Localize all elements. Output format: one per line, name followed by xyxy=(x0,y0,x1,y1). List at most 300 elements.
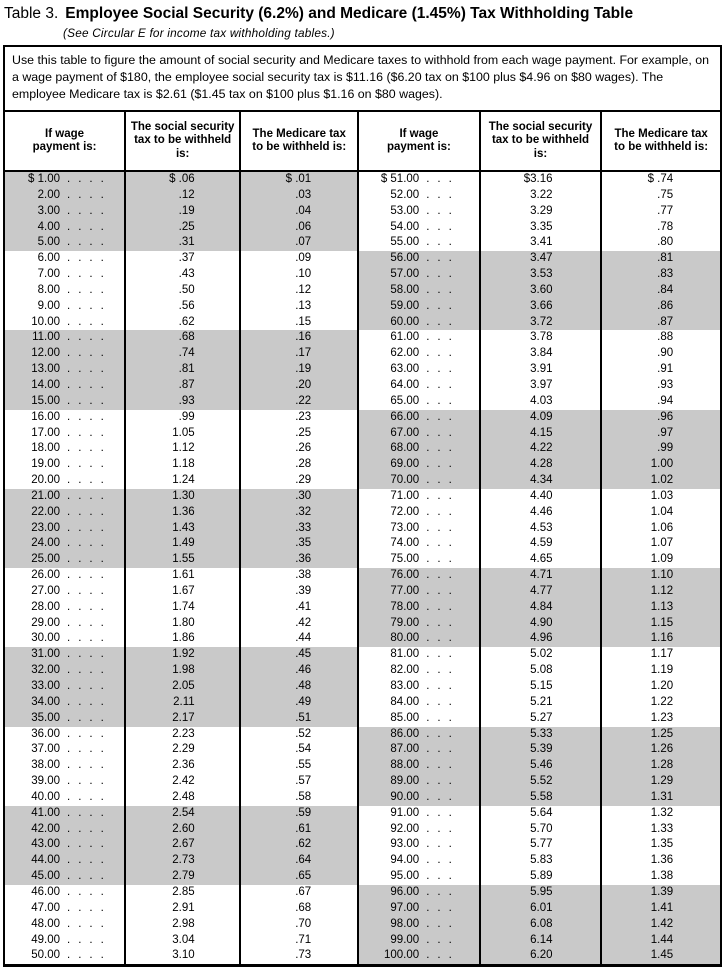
wage-value: 27.00 xyxy=(31,584,60,597)
wage-value: 22.00 xyxy=(31,505,60,518)
wage-value: 40.00 xyxy=(31,790,60,803)
ss-tax-cell-right xyxy=(480,631,602,647)
wage-cell-right xyxy=(358,711,480,727)
ss-tax-value: 6.14 xyxy=(530,933,553,946)
wage-cell-right xyxy=(358,869,480,885)
medicare-tax-value: .62 xyxy=(295,838,312,851)
wage-cell-left xyxy=(5,235,125,251)
ss-tax-value: 4.59 xyxy=(530,537,553,550)
dot-leader: ... xyxy=(426,252,460,265)
ss-tax-cell-right xyxy=(480,204,602,220)
dot-leader: ... xyxy=(426,822,460,835)
table-subtitle: (See Circular E for income tax withholding tables.) xyxy=(63,26,335,40)
ss-tax-value: 2.67 xyxy=(172,838,195,851)
dot-leader: ... xyxy=(426,220,460,233)
ss-tax-value: 5.27 xyxy=(530,711,553,724)
medicare-tax-cell-left xyxy=(240,346,358,362)
wage-cell-left xyxy=(5,822,125,838)
table-row xyxy=(5,679,720,695)
medicare-tax-cell-left xyxy=(240,362,358,378)
ss-tax-cell-left xyxy=(125,362,240,378)
dot-leader: ... xyxy=(426,426,460,439)
medicare-tax-value: 1.39 xyxy=(650,885,674,898)
ss-tax-value: 1.18 xyxy=(172,458,195,471)
dot-leader: ... xyxy=(426,933,460,946)
medicare-tax-cell-left xyxy=(240,489,358,505)
medicare-tax-value: .58 xyxy=(295,790,312,803)
dot-leader: ... xyxy=(426,521,460,534)
wage-value: 82.00 xyxy=(390,664,420,677)
table-row xyxy=(5,267,720,283)
dot-leader: .... xyxy=(67,347,112,360)
wage-value: 88.00 xyxy=(390,759,420,772)
dot-leader: .... xyxy=(67,632,112,645)
ss-tax-cell-right xyxy=(480,647,602,663)
wage-cell-right xyxy=(358,362,480,378)
ss-tax-cell-right xyxy=(480,536,602,552)
ss-tax-cell-right xyxy=(480,220,602,236)
dot-leader: .... xyxy=(67,933,112,946)
dot-leader: ... xyxy=(426,173,460,185)
wage-cell-right xyxy=(358,679,480,695)
wage-cell-right xyxy=(358,647,480,663)
medicare-tax-value: .91 xyxy=(657,363,674,376)
ss-tax-value: 2.11 xyxy=(173,695,195,708)
wage-cell-left xyxy=(5,869,125,885)
ss-tax-cell-right xyxy=(480,489,602,505)
wage-value: 84.00 xyxy=(390,695,420,708)
dot-leader: ... xyxy=(426,299,460,312)
ss-tax-cell-left xyxy=(125,188,240,204)
medicare-tax-value: .94 xyxy=(657,394,674,407)
ss-tax-value: 5.52 xyxy=(530,775,553,788)
wage-value: 18.00 xyxy=(31,442,60,455)
medicare-tax-value: .17 xyxy=(295,347,312,360)
ss-tax-cell-left xyxy=(125,235,240,251)
table-row xyxy=(5,917,720,933)
ss-tax-cell-right xyxy=(480,901,602,917)
wage-value: 30.00 xyxy=(31,632,60,645)
dot-leader: .... xyxy=(67,537,112,550)
ss-tax-value: 3.60 xyxy=(530,283,553,296)
ss-tax-value: 1.80 xyxy=(172,616,195,629)
dot-leader: .... xyxy=(67,553,112,566)
dot-leader: .... xyxy=(67,711,112,724)
medicare-tax-cell-left xyxy=(240,711,358,727)
dot-leader: .... xyxy=(67,870,112,883)
medicare-tax-value: .78 xyxy=(657,220,674,233)
dot-leader: ... xyxy=(426,711,460,724)
medicare-tax-value: 1.45 xyxy=(650,949,674,962)
tax-withholding-table xyxy=(5,112,720,964)
medicare-tax-value: 1.32 xyxy=(650,806,674,819)
wage-value: 69.00 xyxy=(390,458,420,471)
ss-tax-value: 3.84 xyxy=(530,347,553,360)
medicare-tax-cell-left xyxy=(240,616,358,632)
table-row xyxy=(5,235,720,251)
medicare-tax-cell-right xyxy=(601,489,720,505)
dot-leader: .... xyxy=(67,664,112,677)
wage-cell-left xyxy=(5,473,125,489)
dot-leader: ... xyxy=(426,347,460,360)
medicare-tax-cell-right xyxy=(601,267,720,283)
medicare-tax-cell-right xyxy=(601,727,720,743)
medicare-tax-cell-right xyxy=(601,742,720,758)
dot-leader: ... xyxy=(426,569,460,582)
ss-tax-cell-right xyxy=(480,521,602,537)
ss-tax-value: 4.46 xyxy=(530,505,553,518)
table-row xyxy=(5,742,720,758)
wage-cell-right xyxy=(358,552,480,568)
medicare-tax-value: 1.03 xyxy=(650,489,674,502)
ss-tax-value: 3.97 xyxy=(530,378,553,391)
dot-leader: .... xyxy=(67,759,112,772)
ss-tax-value: 2.91 xyxy=(172,901,195,914)
dot-leader: ... xyxy=(426,584,460,597)
medicare-tax-value: .39 xyxy=(295,584,312,597)
ss-tax-value: .25 xyxy=(178,220,195,233)
wage-cell-left xyxy=(5,711,125,727)
medicare-tax-cell-right xyxy=(601,917,720,933)
wage-value: 70.00 xyxy=(390,474,420,487)
table-row xyxy=(5,616,720,632)
wage-value: 34.00 xyxy=(31,695,60,708)
page-title xyxy=(0,0,725,23)
medicare-tax-value: .75 xyxy=(657,188,674,201)
wage-cell-left xyxy=(5,631,125,647)
ss-tax-cell-right xyxy=(480,806,602,822)
medicare-tax-value: .71 xyxy=(295,933,312,946)
dot-leader: ... xyxy=(426,363,460,376)
ss-tax-cell-left xyxy=(125,837,240,853)
medicare-tax-cell-left xyxy=(240,536,358,552)
medicare-tax-value: .15 xyxy=(295,315,312,328)
medicare-tax-value: .25 xyxy=(295,426,312,439)
wage-value: 58.00 xyxy=(390,283,420,296)
medicare-tax-value: .07 xyxy=(295,236,312,249)
ss-tax-value: 1.36 xyxy=(172,505,195,518)
column-header-ss-left: The social security tax to be withheld is: xyxy=(125,112,240,171)
medicare-tax-cell-right xyxy=(601,679,720,695)
wage-cell-right xyxy=(358,742,480,758)
medicare-tax-cell-right xyxy=(601,362,720,378)
medicare-tax-cell-right xyxy=(601,299,720,315)
ss-tax-cell-right xyxy=(480,837,602,853)
ss-tax-value: 4.22 xyxy=(530,442,553,455)
medicare-tax-cell-left xyxy=(240,410,358,426)
wage-cell-right xyxy=(358,346,480,362)
medicare-tax-cell-left xyxy=(240,267,358,283)
wage-value: 15.00 xyxy=(31,394,60,407)
medicare-tax-cell-right xyxy=(601,631,720,647)
medicare-tax-value: 1.41 xyxy=(650,901,674,914)
medicare-tax-value: .52 xyxy=(295,727,312,740)
wage-value: 77.00 xyxy=(390,584,420,597)
ss-tax-value: 6.20 xyxy=(530,949,553,962)
wage-value: 83.00 xyxy=(390,680,420,692)
medicare-tax-value: .28 xyxy=(295,458,312,471)
medicare-tax-value: .44 xyxy=(295,632,312,645)
medicare-tax-cell-right xyxy=(601,568,720,584)
dot-leader: ... xyxy=(426,727,460,740)
ss-tax-value: .74 xyxy=(178,347,195,360)
ss-tax-value: .50 xyxy=(178,283,195,296)
medicare-tax-cell-left xyxy=(240,251,358,267)
wage-value: 52.00 xyxy=(390,188,420,201)
medicare-tax-value: .32 xyxy=(295,505,312,518)
medicare-tax-cell-left xyxy=(240,521,358,537)
wage-cell-left xyxy=(5,267,125,283)
ss-tax-cell-right xyxy=(480,600,602,616)
dot-leader: ... xyxy=(426,283,460,296)
medicare-tax-value: 1.04 xyxy=(650,505,674,518)
wage-value: 6.00 xyxy=(37,252,60,265)
ss-tax-cell-left xyxy=(125,378,240,394)
medicare-tax-cell-left xyxy=(240,457,358,473)
wage-value: 13.00 xyxy=(31,363,60,376)
table-row xyxy=(5,394,720,410)
wage-value: 65.00 xyxy=(390,394,420,407)
ss-tax-cell-right xyxy=(480,853,602,869)
wage-value: 37.00 xyxy=(31,743,60,756)
medicare-tax-cell-left xyxy=(240,235,358,251)
medicare-tax-value: .90 xyxy=(657,347,674,360)
table-row xyxy=(5,727,720,743)
wage-value: 100.00 xyxy=(384,949,420,962)
wage-value: 8.00 xyxy=(37,283,60,296)
medicare-tax-cell-right xyxy=(601,330,720,346)
wage-value: 57.00 xyxy=(390,268,420,281)
wage-value: 85.00 xyxy=(390,711,420,724)
wage-cell-left xyxy=(5,837,125,853)
ss-tax-cell-right xyxy=(480,346,602,362)
ss-tax-value: 4.90 xyxy=(530,616,553,629)
ss-tax-value: .31 xyxy=(178,236,195,249)
ss-tax-value: 3.29 xyxy=(530,204,553,217)
wage-cell-left xyxy=(5,885,125,901)
wage-cell-right xyxy=(358,758,480,774)
wage-cell-left xyxy=(5,568,125,584)
ss-tax-value: 5.21 xyxy=(530,695,553,708)
ss-tax-cell-right xyxy=(480,251,602,267)
wage-value: 91.00 xyxy=(390,806,420,819)
wage-cell-left xyxy=(5,188,125,204)
ss-tax-value: 1.61 xyxy=(172,569,195,582)
medicare-tax-cell-right xyxy=(601,204,720,220)
ss-tax-cell-right xyxy=(480,758,602,774)
wage-cell-left xyxy=(5,220,125,236)
dot-leader: .... xyxy=(67,315,112,328)
ss-tax-cell-left xyxy=(125,742,240,758)
wage-cell-left xyxy=(5,171,125,188)
dot-leader: .... xyxy=(67,474,112,487)
dot-leader: .... xyxy=(67,331,112,344)
wage-cell-left xyxy=(5,663,125,679)
medicare-tax-cell-right xyxy=(601,584,720,600)
ss-tax-cell-left xyxy=(125,426,240,442)
medicare-tax-cell-right xyxy=(601,790,720,806)
dot-leader: .... xyxy=(67,410,112,423)
wage-value: 94.00 xyxy=(390,854,420,867)
wage-value: 47.00 xyxy=(31,901,60,914)
wage-cell-left xyxy=(5,774,125,790)
wage-cell-left xyxy=(5,853,125,869)
ss-tax-cell-left xyxy=(125,917,240,933)
wage-value: 93.00 xyxy=(390,838,420,851)
dot-leader: ... xyxy=(426,949,460,962)
ss-tax-value: 4.96 xyxy=(530,632,553,645)
dot-leader: .... xyxy=(67,252,112,265)
wage-cell-left xyxy=(5,426,125,442)
ss-tax-cell-right xyxy=(480,948,602,964)
medicare-tax-cell-left xyxy=(240,790,358,806)
table-row xyxy=(5,204,720,220)
ss-tax-value: 6.08 xyxy=(530,917,553,930)
wage-cell-right xyxy=(358,806,480,822)
medicare-tax-cell-left xyxy=(240,330,358,346)
medicare-tax-cell-right xyxy=(601,600,720,616)
wage-cell-right xyxy=(358,378,480,394)
tax-table-body xyxy=(5,171,720,964)
wage-value: 53.00 xyxy=(390,204,420,217)
medicare-tax-value: .35 xyxy=(295,537,312,550)
ss-tax-value: 1.43 xyxy=(172,521,195,534)
dot-leader: ... xyxy=(426,537,460,550)
wage-value: 42.00 xyxy=(31,822,60,835)
dot-leader: .... xyxy=(67,949,112,962)
medicare-tax-value: .54 xyxy=(295,743,312,756)
dot-leader: .... xyxy=(67,901,112,914)
ss-tax-cell-left xyxy=(125,441,240,457)
wage-value: 31.00 xyxy=(31,648,60,661)
ss-tax-value: 3.78 xyxy=(530,331,553,344)
dot-leader: ... xyxy=(426,204,460,217)
wage-cell-left xyxy=(5,362,125,378)
dot-leader: ... xyxy=(426,458,460,471)
dot-leader: ... xyxy=(426,648,460,661)
ss-tax-value: 2.23 xyxy=(172,727,195,740)
wage-value: 79.00 xyxy=(390,616,420,629)
ss-tax-value: 5.83 xyxy=(530,854,553,867)
medicare-tax-value: .22 xyxy=(295,394,312,407)
wage-cell-left xyxy=(5,441,125,457)
ss-tax-cell-right xyxy=(480,267,602,283)
wage-cell-left xyxy=(5,457,125,473)
ss-tax-cell-left xyxy=(125,410,240,426)
medicare-tax-cell-right xyxy=(601,552,720,568)
medicare-tax-cell-right xyxy=(601,853,720,869)
wage-value: 35.00 xyxy=(31,711,60,724)
medicare-tax-value: 1.10 xyxy=(650,569,674,582)
wage-cell-left xyxy=(5,790,125,806)
dot-leader: .... xyxy=(67,363,112,376)
ss-tax-value: 1.30 xyxy=(172,489,195,502)
wage-value: 64.00 xyxy=(390,378,420,391)
table-row xyxy=(5,711,720,727)
medicare-tax-value: .03 xyxy=(295,188,312,201)
dot-leader: .... xyxy=(67,854,112,867)
ss-tax-cell-right xyxy=(480,727,602,743)
medicare-tax-value: .10 xyxy=(295,268,312,281)
table-row xyxy=(5,647,720,663)
medicare-tax-cell-right xyxy=(601,171,720,188)
dot-leader: .... xyxy=(67,600,112,613)
medicare-tax-cell-right xyxy=(601,410,720,426)
wage-cell-left xyxy=(5,346,125,362)
ss-tax-cell-right xyxy=(480,171,602,188)
ss-tax-value: 5.77 xyxy=(530,838,553,851)
wage-cell-right xyxy=(358,505,480,521)
ss-tax-cell-left xyxy=(125,758,240,774)
table-row xyxy=(5,505,720,521)
dot-leader: .... xyxy=(67,220,112,233)
wage-cell-right xyxy=(358,251,480,267)
medicare-tax-cell-left xyxy=(240,679,358,695)
wage-cell-right xyxy=(358,394,480,410)
dot-leader: .... xyxy=(67,838,112,851)
wage-cell-left xyxy=(5,536,125,552)
ss-tax-value: 4.15 xyxy=(530,426,553,439)
dot-leader: .... xyxy=(67,283,112,296)
medicare-tax-value: .83 xyxy=(657,268,674,281)
wage-cell-right xyxy=(358,473,480,489)
medicare-tax-cell-left xyxy=(240,426,358,442)
medicare-tax-cell-right xyxy=(601,933,720,949)
wage-cell-right xyxy=(358,410,480,426)
ss-tax-value: .68 xyxy=(178,331,195,344)
medicare-tax-cell-right xyxy=(601,822,720,838)
medicare-tax-value: .87 xyxy=(657,315,674,328)
ss-tax-cell-right xyxy=(480,235,602,251)
medicare-tax-cell-left xyxy=(240,315,358,331)
dot-leader: .... xyxy=(67,442,112,455)
wage-value: 25.00 xyxy=(31,553,60,566)
wage-cell-left xyxy=(5,410,125,426)
medicare-tax-cell-left xyxy=(240,853,358,869)
ss-tax-value: 1.24 xyxy=(172,474,195,487)
medicare-tax-value: 1.28 xyxy=(650,759,674,772)
wage-cell-right xyxy=(358,600,480,616)
ss-tax-value: 3.72 xyxy=(530,315,553,328)
medicare-tax-cell-right xyxy=(601,758,720,774)
dot-leader: .... xyxy=(67,790,112,803)
ss-tax-cell-left xyxy=(125,711,240,727)
ss-tax-cell-left xyxy=(125,473,240,489)
ss-tax-cell-left xyxy=(125,204,240,220)
medicare-tax-cell-right xyxy=(601,394,720,410)
ss-tax-value: 3.91 xyxy=(530,363,553,376)
medicare-tax-value: .65 xyxy=(295,870,312,883)
medicare-tax-cell-left xyxy=(240,568,358,584)
medicare-tax-value: .93 xyxy=(657,378,674,391)
medicare-tax-cell-left xyxy=(240,948,358,964)
wage-value: 46.00 xyxy=(31,885,60,898)
ss-tax-value: .56 xyxy=(178,299,195,312)
wage-value: 20.00 xyxy=(31,474,60,487)
table-row xyxy=(5,283,720,299)
ss-tax-value: 1.55 xyxy=(172,553,195,566)
table-row xyxy=(5,299,720,315)
medicare-tax-cell-left xyxy=(240,171,358,188)
table-row xyxy=(5,536,720,552)
wage-value: 87.00 xyxy=(390,743,420,756)
medicare-tax-cell-right xyxy=(601,806,720,822)
wage-cell-left xyxy=(5,521,125,537)
ss-tax-value: 3.22 xyxy=(530,188,553,201)
ss-tax-cell-right xyxy=(480,457,602,473)
table-row xyxy=(5,774,720,790)
ss-tax-value: .19 xyxy=(178,204,195,217)
